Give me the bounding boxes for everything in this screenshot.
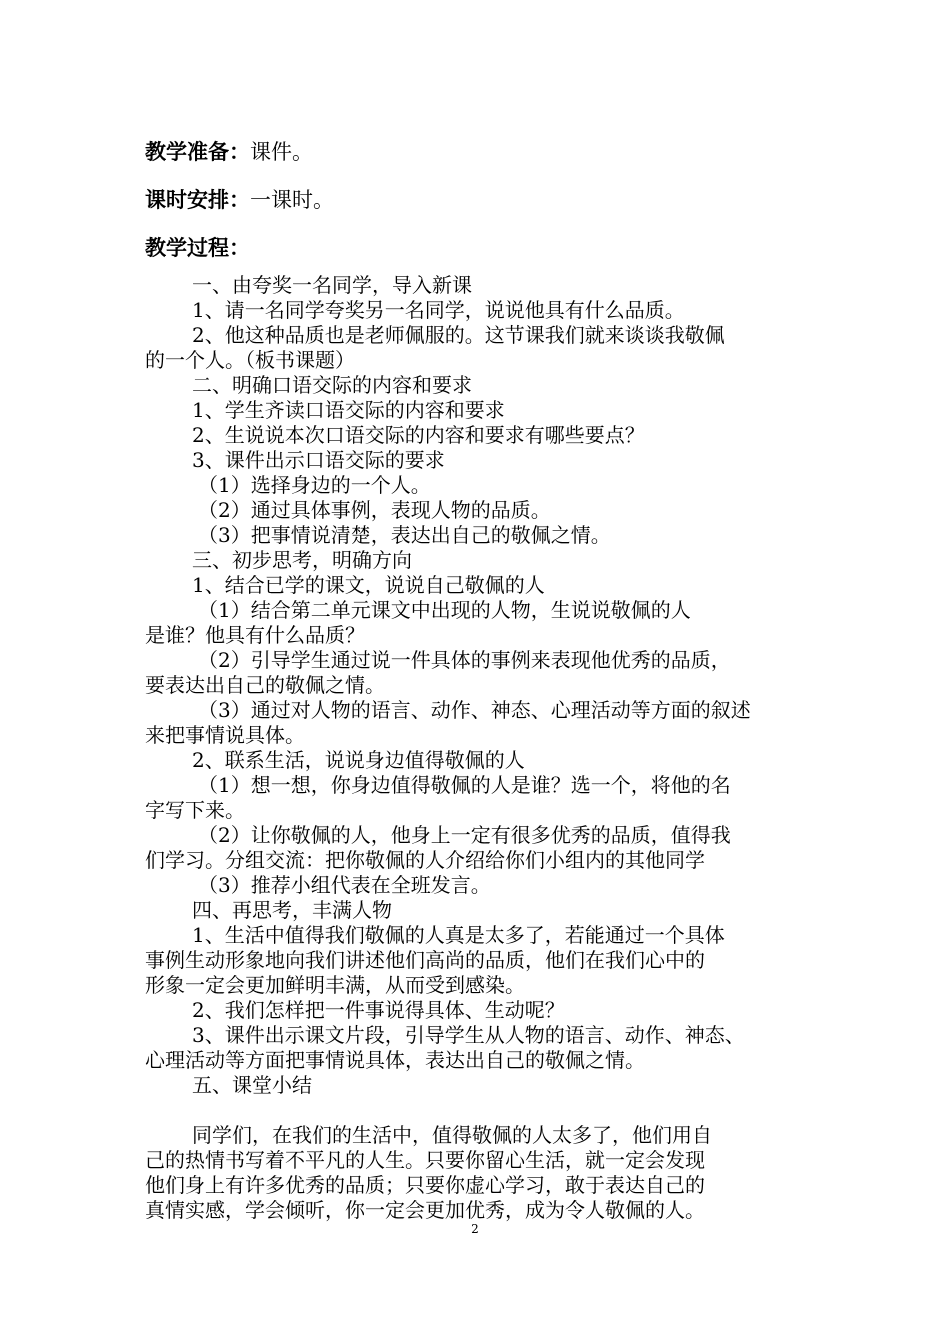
body-line: 1、结合已学的课文，说说自己敬佩的人 xyxy=(192,573,545,597)
teaching-prep-line xyxy=(145,139,313,165)
body-line: 事例生动形象地向我们讲述他们高尚的品质，他们在我们心中的 xyxy=(145,948,705,972)
body-line: （1）选择身边的一个人。 xyxy=(198,473,431,497)
body-line: 们学习。分组交流：把你敬佩的人介绍给你们小组内的其他同学 xyxy=(145,848,705,872)
body-line: （3）通过对人物的语言、动作、神态、心理活动等方面的叙述 xyxy=(198,698,751,722)
summary-line: 己的热情书写着不平凡的人生。只要你留心生活，就一定会发现 xyxy=(145,1148,705,1172)
section-3-heading: 三、初步思考，明确方向 xyxy=(192,548,412,572)
section-4-heading: 四、再思考，丰满人物 xyxy=(192,898,392,922)
body-line: 要表达出自己的敬佩之情。 xyxy=(145,673,385,697)
body-line: （1）结合第二单元课文中出现的人物，生说说敬佩的人 xyxy=(198,598,691,622)
body-line: 来把事情说具体。 xyxy=(145,723,305,747)
body-line: 1、学生齐读口语交际的内容和要求 xyxy=(192,398,505,422)
body-line: （2）引导学生通过说一件具体的事例来表现他优秀的品质， xyxy=(198,648,731,672)
body-line: 形象一定会更加鲜明丰满，从而受到感染。 xyxy=(145,973,525,997)
body-line: 的一个人。（板书课题） xyxy=(145,348,355,372)
teaching-prep-label: 教学准备： xyxy=(145,140,250,164)
body-line: 1、请一名同学夸奖另一名同学，说说他具有什么品质。 xyxy=(192,298,685,322)
schedule-line xyxy=(145,187,334,213)
body-line: 2、他这种品质也是老师佩服的。这节课我们就来谈谈我敬佩 xyxy=(192,323,725,347)
page-number: 2 xyxy=(471,1222,479,1236)
summary-line: 他们身上有许多优秀的品质；只要你虚心学习，敢于表达自己的 xyxy=(145,1173,705,1197)
teaching-prep-value: 课件。 xyxy=(250,140,313,164)
body-line: （3）把事情说清楚，表达出自己的敬佩之情。 xyxy=(198,523,611,547)
body-line: 3、课件出示口语交际的要求 xyxy=(192,448,445,472)
body-line: 1、生活中值得我们敬佩的人真是太多了，若能通过一个具体 xyxy=(192,923,725,947)
section-2-heading: 二、明确口语交际的内容和要求 xyxy=(192,373,472,397)
body-line: 字写下来。 xyxy=(145,798,245,822)
body-line: （3）推荐小组代表在全班发言。 xyxy=(198,873,491,897)
body-line: 心理活动等方面把事情说具体，表达出自己的敬佩之情。 xyxy=(145,1048,645,1072)
body-line: 2、我们怎样把一件事说得具体、生动呢？ xyxy=(192,998,565,1022)
summary-line: 同学们，在我们的生活中，值得敬佩的人太多了，他们用自 xyxy=(192,1123,712,1147)
schedule-value: 一课时。 xyxy=(250,188,334,212)
body-line: （1）想一想，你身边值得敬佩的人是谁？选一个，将他的名 xyxy=(198,773,731,797)
body-line: （2）通过具体事例，表现人物的品质。 xyxy=(198,498,551,522)
summary-line: 真情实感，学会倾听，你一定会更加优秀，成为令人敬佩的人。 xyxy=(145,1198,705,1222)
body-line: 2、联系生活，说说身边值得敬佩的人 xyxy=(192,748,525,772)
body-line: 是谁？他具有什么品质？ xyxy=(145,623,365,647)
body-line: （2）让你敬佩的人，他身上一定有很多优秀的品质，值得我 xyxy=(198,823,731,847)
schedule-label: 课时安排： xyxy=(145,188,250,212)
section-1-heading: 一、由夸奖一名同学，导入新课 xyxy=(192,273,472,297)
process-label: 教学过程： xyxy=(145,236,250,260)
section-5-heading: 五、课堂小结 xyxy=(192,1073,312,1097)
body-line: 2、生说说本次口语交际的内容和要求有哪些要点？ xyxy=(192,423,645,447)
process-heading xyxy=(145,235,250,261)
body-line: 3、课件出示课文片段，引导学生从人物的语言、动作、神态、 xyxy=(192,1023,745,1047)
